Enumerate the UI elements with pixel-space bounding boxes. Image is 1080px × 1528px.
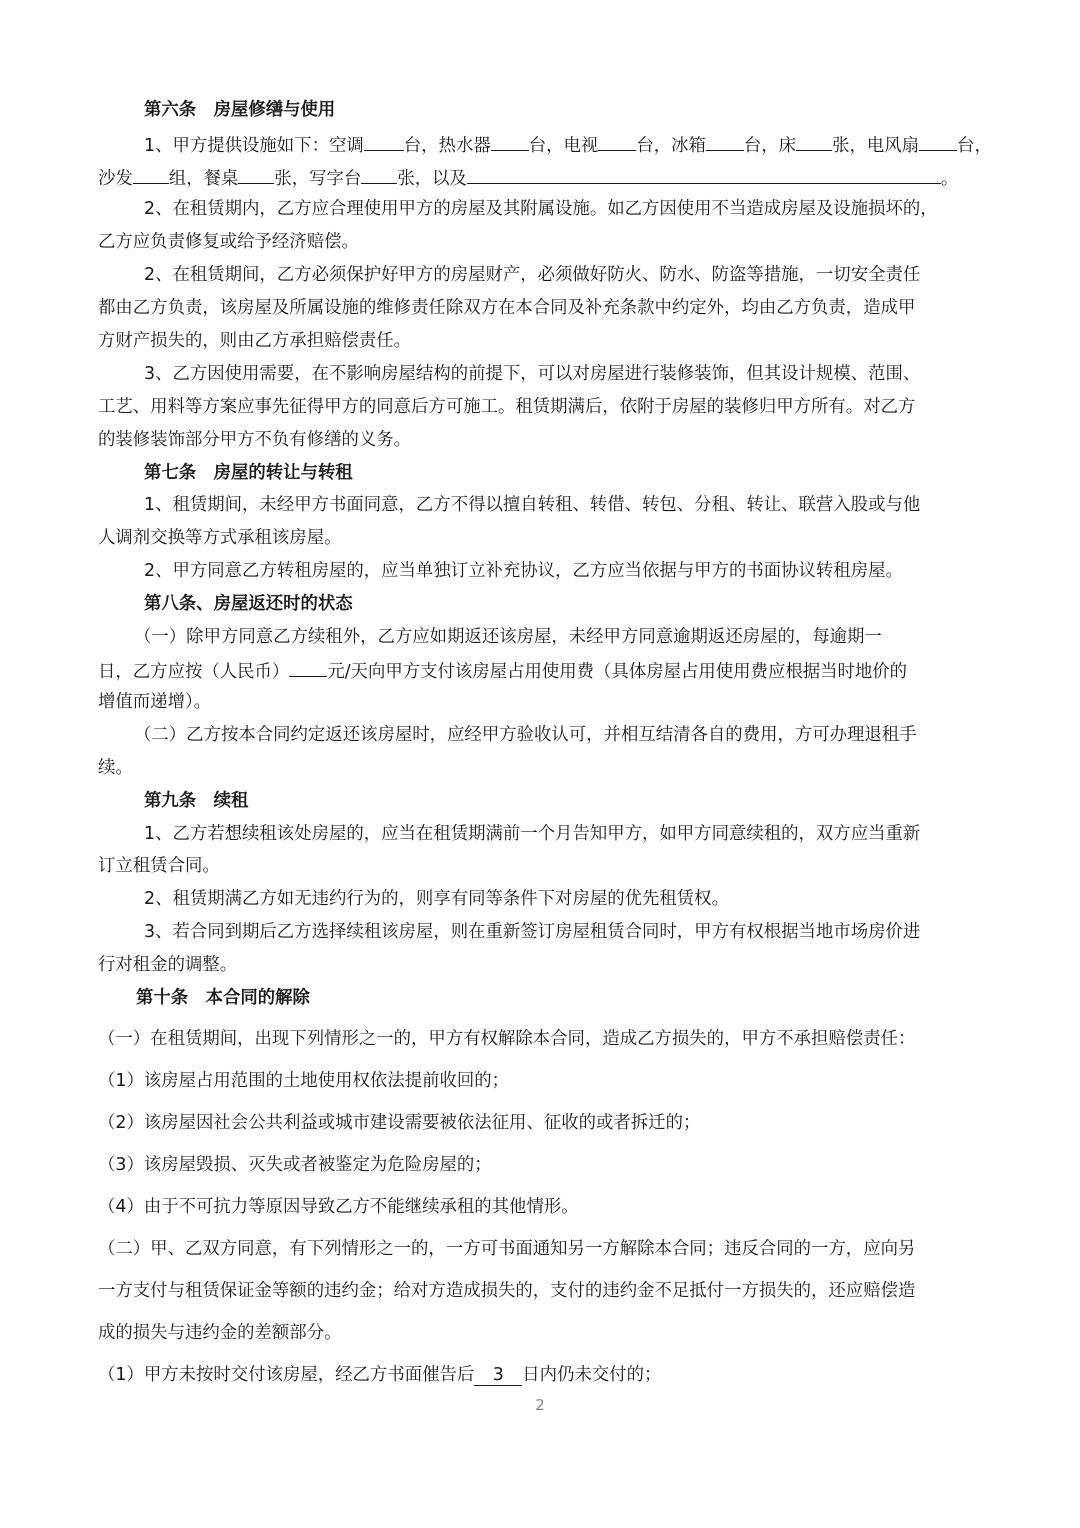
paragraph-line: 人调剂交换等方式承租该房屋。	[98, 528, 342, 548]
paragraph-line: 续。	[98, 758, 133, 778]
article-7-title: 第七条 房屋的转让与转租	[144, 463, 353, 483]
paragraph-line: （二）乙方按本合同约定返还该房屋时，应经甲方验收认可，并相互结清各自的费用，方可办理退租手	[134, 725, 917, 745]
paragraph-line: 工艺、用料等方案应事先征得甲方的同意后方可施工。租赁期满后，依附于房屋的装修归甲方所有。对乙方	[98, 397, 916, 417]
list-item: （1）甲方未按时交付该房屋，经乙方书面催告后 3 日内仍未交付的；	[98, 1365, 662, 1385]
article-6-facilities-line-1: 1、甲方提供设施如下：空调 台，热水器 台，电视 台，冰箱 台，床 张，电风扇 台，	[144, 131, 992, 158]
article-10-title: 第十条 本合同的解除	[136, 988, 310, 1008]
paragraph-line: 订立租赁合同。	[98, 856, 220, 876]
blank-sofa-count[interactable]	[133, 164, 169, 184]
list-item: （4）由于不可抗力等原因导致乙方不能继续承租的其他情形。	[98, 1197, 579, 1217]
paragraph-line: 增值而递增）。	[98, 692, 212, 712]
blank-dining-table-count[interactable]	[238, 164, 274, 184]
blank-fan-count[interactable]	[919, 131, 957, 151]
paragraph-line: 2、在租赁期间，乙方必须保护好甲方的房屋财产，必须做好防火、防水、防盗等措施，一切安全责任	[144, 265, 921, 285]
paragraph-line: 的装修装饰部分甲方不负有修缮的义务。	[98, 430, 412, 450]
blank-bed-count[interactable]	[796, 131, 832, 151]
paragraph-line: 成的损失与违约金的差额部分。	[98, 1323, 342, 1343]
paragraph-line: 2、在租赁期内，乙方应合理使用甲方的房屋及其附属设施。如乙方因使用不当造成房屋及设施损坏的，	[144, 199, 938, 219]
paragraph-line: 行对租金的调整。	[98, 955, 238, 975]
paragraph-line: （一）除甲方同意乙方续租外，乙方应如期返还该房屋，未经甲方同意逾期返还房屋的，每逾期一	[134, 627, 882, 647]
paragraph-line: （二）甲、乙双方同意，有下列情形之一的，一方可书面通知另一方解除本合同；违反合同的一方，应向另	[98, 1239, 916, 1259]
paragraph-line: 方财产损失的，则由乙方承担赔偿责任。	[98, 331, 412, 351]
blank-notice-days[interactable]: 3	[474, 1365, 522, 1386]
page-number: 2	[535, 1396, 545, 1414]
paragraph-line: 2、甲方同意乙方转租房屋的，应当单独订立补充协议，乙方应当依据与甲方的书面协议转租房屋。	[144, 561, 903, 581]
paragraph-line: 1、租赁期间，未经甲方书面同意，乙方不得以擅自转租、转借、转包、分租、转让、联营入股或与他	[144, 495, 921, 515]
blank-water-heater-count[interactable]	[491, 131, 529, 151]
paragraph-line: 都由乙方负责，该房屋及所属设施的维修责任除双方在本合同及补充条款中约定外，均由乙方负责，造成甲	[98, 298, 916, 318]
article-8-title: 第八条、房屋返还时的状态	[144, 594, 353, 614]
blank-ac-count[interactable]	[364, 131, 404, 151]
article-6-title: 第六条 房屋修缮与使用	[144, 100, 336, 120]
blank-desk-count[interactable]	[361, 164, 397, 184]
paragraph-line: （一）在租赁期间，出现下列情形之一的，甲方有权解除本合同，造成乙方损失的，甲方不承担赔偿责任：	[98, 1029, 916, 1049]
paragraph-line: 3、乙方因使用需要，在不影响房屋结构的前提下，可以对房屋进行装修装饰，但其设计规模、范围、	[144, 364, 921, 384]
list-item: （1）该房屋占用范围的土地使用权依法提前收回的；	[98, 1071, 510, 1091]
article-9-title: 第九条 续租	[144, 791, 249, 811]
paragraph-line: 3、若合同到期后乙方选择续租该房屋，则在重新签订房屋租赁合同时，甲方有权根据当地市场房价进	[144, 922, 921, 942]
blank-other-facilities[interactable]	[467, 164, 941, 184]
article-6-facilities-line-2: 沙发 组，餐桌 张，写字台 张，以及 。	[98, 164, 958, 191]
list-item: （3）该房屋毁损、灭失或者被鉴定为危险房屋的；	[98, 1155, 492, 1175]
blank-fridge-count[interactable]	[706, 131, 744, 151]
paragraph-line: 日，乙方应按（人民币） 元/天向甲方支付该房屋占用使用费（具体房屋占用使用费应根据当时地价的	[98, 657, 907, 684]
paragraph-line: 2、租赁期满乙方如无违约行为的，则享有同等条件下对房屋的优先租赁权。	[144, 889, 729, 909]
blank-daily-fee[interactable]	[289, 657, 327, 677]
list-item: （2）该房屋因社会公共利益或城市建设需要被依法征用、征收的或者拆迁的；	[98, 1113, 701, 1133]
blank-tv-count[interactable]	[598, 131, 636, 151]
paragraph-line: 一方支付与租赁保证金等额的违约金；给对方造成损失的，支付的违约金不足抵付一方损失的，还应赔偿造	[98, 1281, 916, 1301]
paragraph-line: 1、乙方若想续租该处房屋的，应当在租赁期满前一个月告知甲方，如甲方同意续租的，双方应当重新	[144, 824, 921, 844]
paragraph-line: 乙方应负责修复或给予经济赔偿。	[98, 232, 359, 252]
